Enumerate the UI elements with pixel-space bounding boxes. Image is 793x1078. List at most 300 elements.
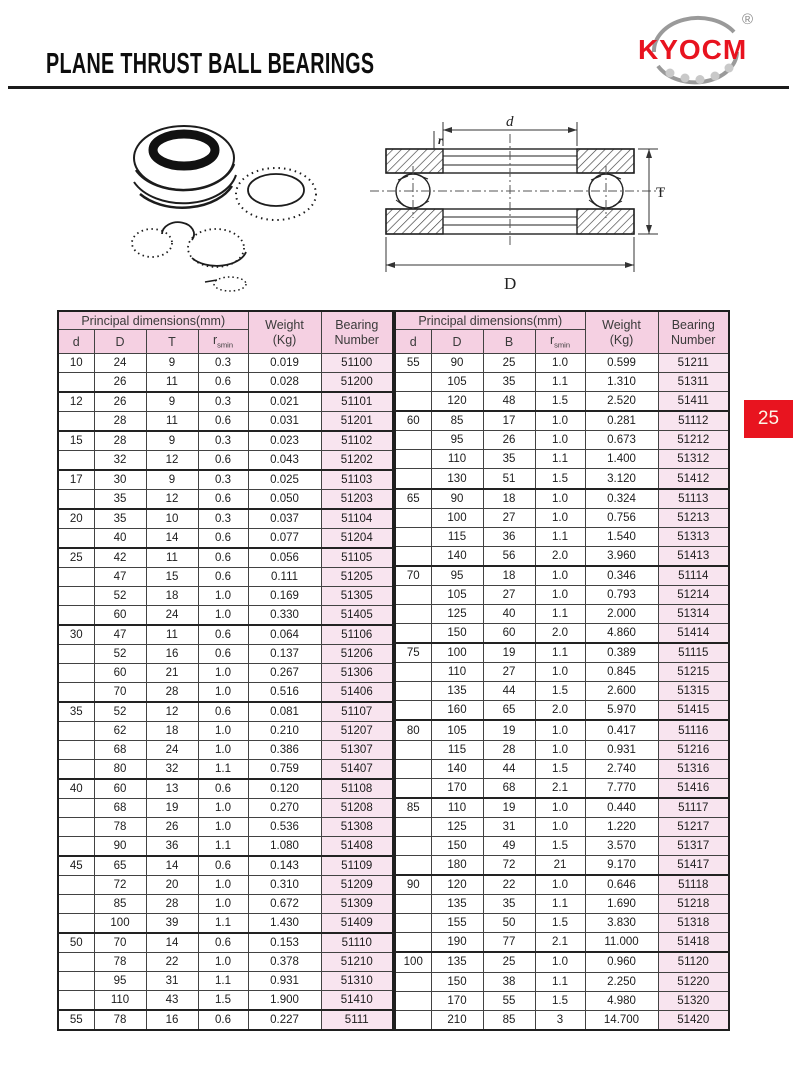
table-row xyxy=(395,663,729,682)
bearing-header-line1: Bearing xyxy=(671,317,715,332)
cell-d: 25 xyxy=(58,548,94,568)
cell-d: 15 xyxy=(58,431,94,451)
cell-bearing-number: 51115 xyxy=(658,643,729,663)
cell-weight: 0.143 xyxy=(248,856,321,876)
cell-rsmin: 0.6 xyxy=(198,529,248,549)
page-title: PLANE THRUST BALL BEARINGS xyxy=(46,48,375,80)
cell-B: 35 xyxy=(483,895,535,914)
cell-bearing-number: 51420 xyxy=(658,1010,729,1030)
table-row xyxy=(58,529,393,549)
cell-T: 12 xyxy=(146,702,198,722)
cell-D: 150 xyxy=(431,836,483,855)
cell-d: 100 xyxy=(395,952,431,972)
cell-D: 135 xyxy=(431,895,483,914)
cell-weight: 0.023 xyxy=(248,431,321,451)
cell-D: 85 xyxy=(431,411,483,431)
table-row xyxy=(395,643,729,663)
cell-D: 28 xyxy=(94,431,146,451)
cell-rsmin: 1.5 xyxy=(535,836,585,855)
cell-d: 17 xyxy=(58,470,94,490)
cell-d: 50 xyxy=(58,933,94,953)
table-row xyxy=(395,450,729,469)
cell-weight: 3.960 xyxy=(585,546,658,566)
cell-bearing-number: 51201 xyxy=(321,412,393,432)
cell-weight: 0.759 xyxy=(248,760,321,780)
cell-T: 28 xyxy=(146,895,198,914)
cell-D: 60 xyxy=(94,606,146,626)
cell-rsmin: 3 xyxy=(535,1010,585,1030)
cell-B: 19 xyxy=(483,720,535,740)
cell-weight: 0.646 xyxy=(585,875,658,895)
cell-rsmin: 1.0 xyxy=(535,566,585,586)
table-row xyxy=(395,740,729,759)
cell-D: 180 xyxy=(431,856,483,876)
table-row xyxy=(395,392,729,412)
cell-bearing-number: 51314 xyxy=(658,605,729,624)
cell-d: 85 xyxy=(395,798,431,818)
cell-weight: 3.120 xyxy=(585,469,658,489)
cell-D: 28 xyxy=(94,412,146,432)
cell-weight: 3.830 xyxy=(585,914,658,933)
cell-d: 60 xyxy=(395,411,431,431)
cell-bearing-number: 51108 xyxy=(321,779,393,799)
cell-bearing-number: 51200 xyxy=(321,373,393,393)
cell-weight: 0.169 xyxy=(248,587,321,606)
cell-rsmin: 1.0 xyxy=(535,740,585,759)
cell-bearing-number: 51313 xyxy=(658,527,729,546)
table-row xyxy=(395,817,729,836)
cell-d xyxy=(395,1010,431,1030)
table-row xyxy=(395,759,729,778)
cell-bearing-number: 51207 xyxy=(321,722,393,741)
cell-rsmin: 1.1 xyxy=(535,373,585,392)
cell-B: 44 xyxy=(483,759,535,778)
cell-B: 48 xyxy=(483,392,535,412)
cell-bearing-number: 51217 xyxy=(658,817,729,836)
cell-weight: 0.281 xyxy=(585,411,658,431)
cell-bearing-number: 51406 xyxy=(321,683,393,703)
table-row xyxy=(395,682,729,701)
cell-rsmin: 0.6 xyxy=(198,490,248,510)
cell-weight: 0.536 xyxy=(248,818,321,837)
bearing-photo xyxy=(100,112,356,304)
cell-weight: 0.516 xyxy=(248,683,321,703)
table-row xyxy=(58,876,393,895)
cell-T: 15 xyxy=(146,568,198,587)
cell-T: 16 xyxy=(146,1010,198,1030)
cell-bearing-number: 51214 xyxy=(658,585,729,604)
table-row xyxy=(395,489,729,509)
cell-bearing-number: 51416 xyxy=(658,778,729,798)
table-row xyxy=(395,469,729,489)
cell-T: 14 xyxy=(146,856,198,876)
diagram-label-T: T xyxy=(656,185,666,201)
cell-d: 55 xyxy=(58,1010,94,1030)
cell-bearing-number: 51105 xyxy=(321,548,393,568)
cell-rsmin: 0.6 xyxy=(198,779,248,799)
cell-rsmin: 1.0 xyxy=(535,354,585,373)
cell-bearing-number: 51203 xyxy=(321,490,393,510)
cell-B: 35 xyxy=(483,450,535,469)
cell-rsmin: 0.6 xyxy=(198,625,248,645)
table-row xyxy=(395,566,729,586)
kyocm-logo xyxy=(638,6,762,88)
cell-bearing-number: 51208 xyxy=(321,799,393,818)
weight-header-line2: (Kg) xyxy=(272,332,297,347)
cell-rsmin: 0.3 xyxy=(198,354,248,373)
table-row xyxy=(395,585,729,604)
table-row xyxy=(395,605,729,624)
cell-rsmin: 0.6 xyxy=(198,645,248,664)
cell-d xyxy=(395,914,431,933)
cell-weight: 0.673 xyxy=(585,431,658,450)
cell-weight: 0.270 xyxy=(248,799,321,818)
dimensions-table-right xyxy=(394,310,730,1031)
cell-rsmin: 1.5 xyxy=(535,759,585,778)
registered-trademark-icon: ® xyxy=(742,11,754,28)
cell-weight: 14.700 xyxy=(585,1010,658,1030)
cell-bearing-number: 51202 xyxy=(321,451,393,471)
cell-bearing-number: 5111 xyxy=(321,1010,393,1030)
cell-D: 110 xyxy=(94,991,146,1011)
cell-d xyxy=(395,373,431,392)
table-row xyxy=(58,972,393,991)
cell-D: 170 xyxy=(431,991,483,1010)
cell-rsmin: 1.5 xyxy=(535,682,585,701)
cell-D: 68 xyxy=(94,741,146,760)
dimensions-table-left xyxy=(57,310,394,1031)
cell-weight: 0.440 xyxy=(585,798,658,818)
cell-rsmin: 1.0 xyxy=(535,875,585,895)
cell-bearing-number: 51408 xyxy=(321,837,393,857)
cell-rsmin: 1.0 xyxy=(198,876,248,895)
cell-rsmin: 1.0 xyxy=(198,953,248,972)
cell-bearing-number: 51213 xyxy=(658,508,729,527)
cell-T: 21 xyxy=(146,664,198,683)
cell-D: 210 xyxy=(431,1010,483,1030)
cell-T: 22 xyxy=(146,953,198,972)
cell-d xyxy=(395,682,431,701)
logo-text: KYOCM xyxy=(638,34,748,65)
cell-d: 35 xyxy=(58,702,94,722)
cross-section-drawing xyxy=(368,106,670,302)
cell-B: 25 xyxy=(483,952,535,972)
cell-B: 27 xyxy=(483,508,535,527)
bearing-parts-sketch xyxy=(100,112,356,304)
cell-d: 55 xyxy=(395,354,431,373)
cell-weight: 2.000 xyxy=(585,605,658,624)
cell-D: 62 xyxy=(94,722,146,741)
cell-rsmin: 1.0 xyxy=(535,817,585,836)
cell-d: 20 xyxy=(58,509,94,529)
cell-D: 140 xyxy=(431,546,483,566)
cell-T: 12 xyxy=(146,451,198,471)
cell-D: 72 xyxy=(94,876,146,895)
cell-D: 170 xyxy=(431,778,483,798)
bearing-number-header xyxy=(321,311,393,354)
cell-weight: 2.740 xyxy=(585,759,658,778)
cell-bearing-number: 51410 xyxy=(321,991,393,1011)
cell-bearing-number: 51114 xyxy=(658,566,729,586)
cell-B: 77 xyxy=(483,933,535,953)
cell-D: 95 xyxy=(431,431,483,450)
diagram-label-D: D xyxy=(504,274,517,293)
cell-weight: 11.000 xyxy=(585,933,658,953)
cell-T: 9 xyxy=(146,392,198,412)
cell-B: 55 xyxy=(483,991,535,1010)
cell-rsmin: 1.0 xyxy=(198,722,248,741)
principal-dimensions-header: Principal dimensions(mm) xyxy=(395,311,585,330)
cell-rsmin: 1.0 xyxy=(198,818,248,837)
cell-rsmin: 0.6 xyxy=(198,373,248,393)
cell-D: 125 xyxy=(431,817,483,836)
cell-weight: 0.111 xyxy=(248,568,321,587)
cell-B: 51 xyxy=(483,469,535,489)
cell-B: 40 xyxy=(483,605,535,624)
cell-d xyxy=(395,431,431,450)
table-row xyxy=(58,625,393,645)
cell-T: 9 xyxy=(146,470,198,490)
cell-T: 11 xyxy=(146,548,198,568)
cell-d xyxy=(395,450,431,469)
table-row xyxy=(58,818,393,837)
cell-B: 60 xyxy=(483,624,535,644)
cell-weight: 1.690 xyxy=(585,895,658,914)
cell-weight: 0.756 xyxy=(585,508,658,527)
cell-bearing-number: 51206 xyxy=(321,645,393,664)
cell-d xyxy=(58,373,94,393)
cell-rsmin: 0.6 xyxy=(198,548,248,568)
cell-rsmin: 0.3 xyxy=(198,509,248,529)
cell-d xyxy=(58,645,94,664)
cell-d xyxy=(395,778,431,798)
cell-d xyxy=(395,585,431,604)
table-row xyxy=(58,548,393,568)
cell-d xyxy=(58,412,94,432)
col-header-rsmin xyxy=(198,330,248,354)
cell-T: 10 xyxy=(146,509,198,529)
cell-rsmin: 1.0 xyxy=(198,606,248,626)
cell-rsmin: 0.3 xyxy=(198,392,248,412)
cell-d xyxy=(58,760,94,780)
cell-T: 9 xyxy=(146,431,198,451)
cell-weight: 0.267 xyxy=(248,664,321,683)
cell-d xyxy=(58,914,94,934)
cell-T: 31 xyxy=(146,972,198,991)
table-row xyxy=(58,1010,393,1030)
cell-rsmin: 1.1 xyxy=(198,914,248,934)
cell-bearing-number: 51109 xyxy=(321,856,393,876)
cell-T: 28 xyxy=(146,683,198,703)
cell-D: 135 xyxy=(431,682,483,701)
cell-rsmin: 0.6 xyxy=(198,1010,248,1030)
cell-weight: 1.430 xyxy=(248,914,321,934)
cell-d: 75 xyxy=(395,643,431,663)
cell-rsmin: 1.1 xyxy=(535,605,585,624)
cell-d xyxy=(395,605,431,624)
table-row xyxy=(58,568,393,587)
rsmin-subscript: smin xyxy=(217,340,233,350)
table-row xyxy=(58,779,393,799)
cell-rsmin: 1.0 xyxy=(535,720,585,740)
cell-d xyxy=(58,876,94,895)
rsmin-base: r xyxy=(549,333,555,348)
cell-weight: 4.860 xyxy=(585,624,658,644)
cell-T: 39 xyxy=(146,914,198,934)
cell-rsmin: 1.1 xyxy=(535,527,585,546)
cell-B: 17 xyxy=(483,411,535,431)
cell-d: 70 xyxy=(395,566,431,586)
cell-bearing-number: 51118 xyxy=(658,875,729,895)
cell-d: 45 xyxy=(58,856,94,876)
table-row xyxy=(58,470,393,490)
cell-bearing-number: 51215 xyxy=(658,663,729,682)
cell-d xyxy=(58,529,94,549)
cell-rsmin: 0.6 xyxy=(198,412,248,432)
cell-bearing-number: 51405 xyxy=(321,606,393,626)
cell-bearing-number: 51318 xyxy=(658,914,729,933)
cell-T: 36 xyxy=(146,837,198,857)
cell-D: 70 xyxy=(94,683,146,703)
cell-D: 190 xyxy=(431,933,483,953)
cell-D: 60 xyxy=(94,664,146,683)
cell-weight: 1.080 xyxy=(248,837,321,857)
cell-weight: 0.081 xyxy=(248,702,321,722)
cell-weight: 0.931 xyxy=(248,972,321,991)
table-row xyxy=(395,546,729,566)
cell-d xyxy=(395,895,431,914)
cell-weight: 2.250 xyxy=(585,972,658,991)
cell-weight: 0.064 xyxy=(248,625,321,645)
cell-d xyxy=(395,701,431,721)
table-row xyxy=(58,799,393,818)
cell-B: 27 xyxy=(483,663,535,682)
cell-weight: 0.931 xyxy=(585,740,658,759)
cell-bearing-number: 51315 xyxy=(658,682,729,701)
cell-d xyxy=(58,741,94,760)
cell-d: 30 xyxy=(58,625,94,645)
cell-bearing-number: 51103 xyxy=(321,470,393,490)
cell-D: 95 xyxy=(431,566,483,586)
cell-D: 60 xyxy=(94,779,146,799)
cell-weight: 4.980 xyxy=(585,991,658,1010)
table-row xyxy=(395,431,729,450)
table-row xyxy=(395,508,729,527)
cell-bearing-number: 51409 xyxy=(321,914,393,934)
cell-weight: 0.845 xyxy=(585,663,658,682)
cell-rsmin: 1.0 xyxy=(198,587,248,606)
cell-bearing-number: 51107 xyxy=(321,702,393,722)
cell-bearing-number: 51412 xyxy=(658,469,729,489)
cell-rsmin: 2.1 xyxy=(535,778,585,798)
cell-T: 14 xyxy=(146,933,198,953)
cell-T: 11 xyxy=(146,625,198,645)
cell-weight: 3.570 xyxy=(585,836,658,855)
cell-bearing-number: 51204 xyxy=(321,529,393,549)
dimension-tables xyxy=(57,310,730,1031)
cell-B: 31 xyxy=(483,817,535,836)
cell-D: 125 xyxy=(431,605,483,624)
cell-B: 65 xyxy=(483,701,535,721)
cell-B: 72 xyxy=(483,856,535,876)
cell-B: 28 xyxy=(483,740,535,759)
cell-weight: 0.346 xyxy=(585,566,658,586)
cell-B: 44 xyxy=(483,682,535,701)
cell-weight: 0.025 xyxy=(248,470,321,490)
cell-bearing-number: 51316 xyxy=(658,759,729,778)
cell-d: 90 xyxy=(395,875,431,895)
cell-rsmin: 1.5 xyxy=(535,991,585,1010)
cell-D: 80 xyxy=(94,760,146,780)
cell-B: 49 xyxy=(483,836,535,855)
cell-rsmin: 1.5 xyxy=(535,914,585,933)
cell-weight: 9.170 xyxy=(585,856,658,876)
cell-bearing-number: 51110 xyxy=(321,933,393,953)
cell-rsmin: 1.5 xyxy=(535,392,585,412)
cell-D: 115 xyxy=(431,740,483,759)
cell-rsmin: 1.0 xyxy=(198,799,248,818)
col-header-D: D xyxy=(94,330,146,354)
table-row xyxy=(395,354,729,373)
cell-rsmin: 1.0 xyxy=(535,798,585,818)
cell-bearing-number: 51104 xyxy=(321,509,393,529)
weight-header-line2: (Kg) xyxy=(609,332,634,347)
cell-rsmin: 0.3 xyxy=(198,470,248,490)
cell-D: 110 xyxy=(431,798,483,818)
table-row xyxy=(58,645,393,664)
cell-D: 78 xyxy=(94,818,146,837)
cell-bearing-number: 51102 xyxy=(321,431,393,451)
cell-D: 130 xyxy=(431,469,483,489)
cell-T: 32 xyxy=(146,760,198,780)
table-row xyxy=(395,1010,729,1030)
cell-weight: 0.021 xyxy=(248,392,321,412)
cell-weight: 0.028 xyxy=(248,373,321,393)
cell-D: 30 xyxy=(94,470,146,490)
table-row xyxy=(58,412,393,432)
cell-bearing-number: 51307 xyxy=(321,741,393,760)
cell-d xyxy=(395,527,431,546)
cell-D: 90 xyxy=(431,354,483,373)
cell-bearing-number: 51320 xyxy=(658,991,729,1010)
cell-d xyxy=(395,546,431,566)
col-header-T: T xyxy=(146,330,198,354)
cell-rsmin: 1.1 xyxy=(535,895,585,914)
cell-D: 42 xyxy=(94,548,146,568)
cell-D: 78 xyxy=(94,1010,146,1030)
table-row xyxy=(58,895,393,914)
cell-bearing-number: 51414 xyxy=(658,624,729,644)
cell-T: 18 xyxy=(146,587,198,606)
cell-T: 24 xyxy=(146,606,198,626)
table-row xyxy=(395,972,729,991)
cell-weight: 0.386 xyxy=(248,741,321,760)
cell-D: 90 xyxy=(431,489,483,509)
weight-header xyxy=(585,311,658,354)
cell-bearing-number: 51209 xyxy=(321,876,393,895)
cell-rsmin: 2.0 xyxy=(535,624,585,644)
table-row xyxy=(395,836,729,855)
cell-rsmin: 1.0 xyxy=(535,952,585,972)
table-row xyxy=(58,856,393,876)
cell-bearing-number: 51309 xyxy=(321,895,393,914)
principal-dimensions-header: Principal dimensions(mm) xyxy=(58,311,248,330)
bearing-header-line2: Number xyxy=(334,332,379,347)
bearing-cross-section-diagram xyxy=(368,106,670,302)
cell-d xyxy=(395,817,431,836)
cell-D: 35 xyxy=(94,490,146,510)
cell-D: 52 xyxy=(94,702,146,722)
